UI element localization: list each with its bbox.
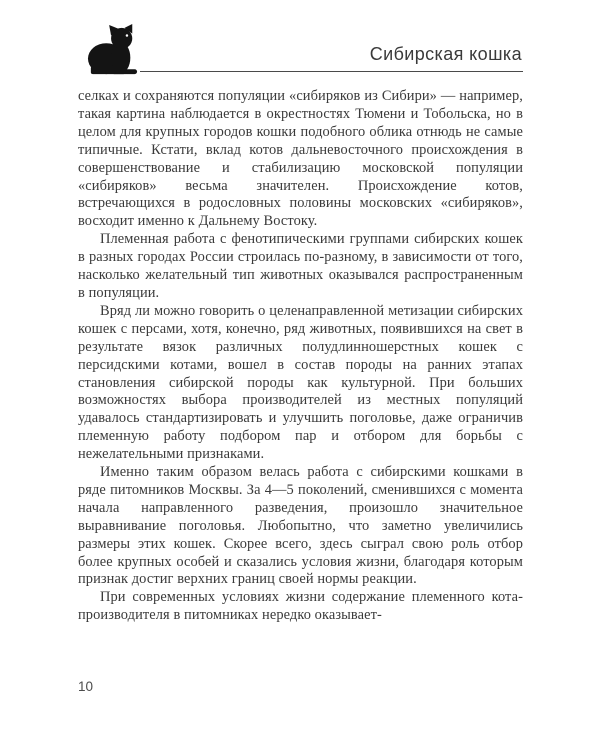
body-text-block (78, 88, 523, 625)
cat-silhouette-icon (84, 24, 142, 76)
running-head-title: Сибирская кошка (369, 44, 522, 64)
header-rule (140, 71, 523, 72)
paragraph: Племенная работа с фенотипическими группами сибирских кошек в разных городах России строилась по-разному, в зависимости от того, насколько желательный тип животных оказывался распространенным в популяции. (78, 231, 523, 301)
paragraph: Именно таким образом велась работа с сибирскими кошками в ряде питомников Москвы. За 4—5 поколений, сменившихся с момента начала направленного разведения, произошло значительное выравнивание поголовья. Любопытно, что заметно увеличились размеры этих кошек. Скорее всего, здесь сыграл свою роль отбор более крупных особей и сказались условия жизни, благодаря которым признак достиг верхних границ своей нормы реакции. (78, 464, 523, 588)
paragraph-hyphen-break: При современных условиях жизни содержание племенного кота-производителя в питомниках нередко оказывает- (78, 589, 523, 624)
paragraph-continuation: селках и сохраняются популяции «сибиряков из Сибири» — например, такая картина наблюдается в окрестностях Тюмени и Тобольска, но в целом для крупных городов кошки подобного облика отнюдь не самые типичные. Кстати, вклад котов дальневосточного происхождения в совершенствование и стабилизацию московской популяции «сибиряков» весьма значителен. Происхождение котов, встречающихся в родословных половины московских «сибиряков», восходит именно к Дальнему Востоку. (78, 88, 523, 230)
page-number: 10 (78, 679, 94, 694)
paragraph: Вряд ли можно говорить о целенаправленной метизации сибирских кошек с персами, хотя, конечно, ряд животных, появившихся на свет в результате вязок различных полудлинношерстных кошек с персидскими котами, вошел в состав породы на ранних этапах становления сибирской породы как культурной. При больших возможностях выбора производителей из местных популяций удавалось стандартизировать и улучшить поголовье, даже ограничив племенную работу подбором пар и отбором для борьбы с нежелательными признаками. (78, 302, 523, 463)
